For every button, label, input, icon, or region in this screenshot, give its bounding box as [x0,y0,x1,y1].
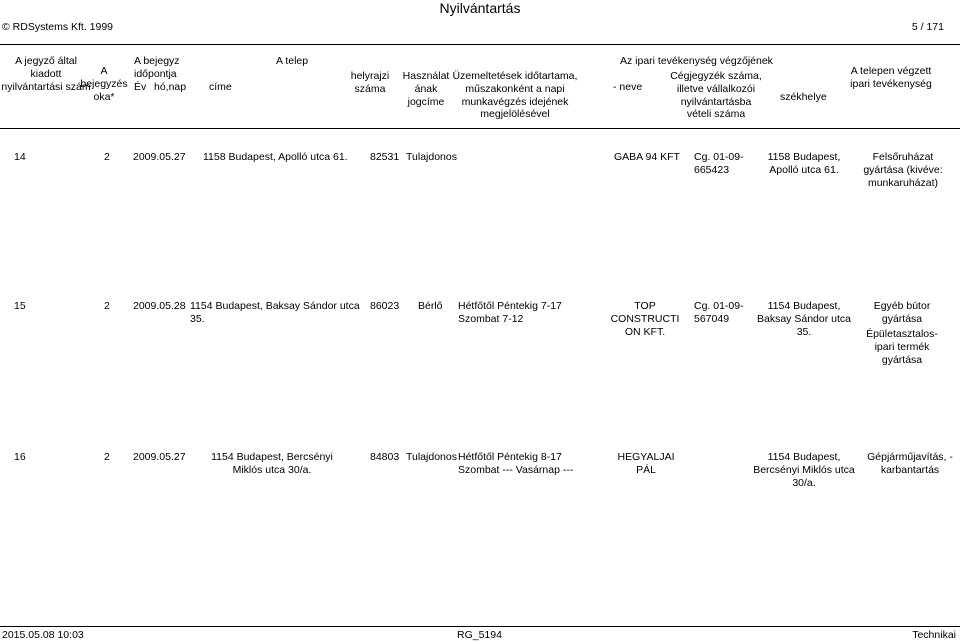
copyright-text: © RDSystems Kft. 1999 [2,21,114,33]
row-name: HEGYALJAI PÁL [617,451,675,476]
header-bottom-line [0,128,960,129]
row-address: 1154 Budapest, Bercsényi Miklós utca 30/a. [211,451,333,476]
row-company-reg: Cg. 01-09-567049 [694,300,744,325]
page-number: 5 / 171 [911,21,944,33]
header-reg-number: A jegyző által kiadott nyilvántartási szám [1,55,91,93]
row-parcel: 86023 [370,300,400,312]
header-reg-date-group: A bejegyz időpontja [134,55,180,80]
row-address: 1158 Budapest, Apolló utca 61. [203,151,348,163]
footer-label: Technikai [912,629,956,641]
header-hours: Üzemeltetések időtartama, műszakonként a napi munkavégzés idejének megjelölésével [452,70,578,121]
header-activity: A telepen végzett ipari tevékenység [850,65,932,90]
row-activity-secondary: Épületasztalos-ipari termék gyártása [866,328,938,366]
row-number: 16 [14,451,26,463]
row-hours: Hétfőtől Péntekig 7-17 Szombat 7-12 [458,300,562,325]
header-operator-group: Az ipari tevékenység végzőjének [620,55,773,67]
row-number: 14 [14,151,26,163]
row-method: 2 [104,451,110,463]
header-address: címe [209,81,232,93]
row-number: 15 [14,300,26,312]
footer-timestamp: 2015.05.08 10:03 [2,629,84,641]
row-activity: Egyéb bútor gyártása [873,300,931,325]
header-company-reg: Cégjegyzék száma, illetve vállalkozói nyilvántartásba vételi száma [670,70,762,121]
header-usage: Használat ának jogcíme [402,70,450,108]
row-seat: 1154 Budapest, Bercsényi Miklós utca 30/a. [753,451,855,489]
footer-line [0,626,960,627]
row-method: 2 [104,151,110,163]
row-seat: 1158 Budapest, Apolló utca 61. [767,151,841,176]
row-date: 2009.05.28 [133,300,186,312]
row-address: 1154 Budapest, Baksay Sándor utca 35. [190,300,360,325]
header-year: Év [134,81,147,93]
row-name: GABA 94 KFT [614,151,680,163]
row-name: TOP CONSTRUCTI ON KFT. [610,300,680,338]
row-method: 2 [104,300,110,312]
footer-report-code: RG_5194 [457,629,502,641]
header-top-line [0,44,960,45]
row-date: 2009.05.27 [133,451,186,463]
row-activity: Gépjárműjavítás, -karbantartás [867,451,953,476]
row-usage: Bérlő [418,300,443,312]
row-usage: Tulajdonos [406,151,457,163]
header-parcel: helyrajzi száma [350,70,390,95]
row-parcel: 82531 [370,151,400,163]
row-seat: 1154 Budapest, Baksay Sándor utca 35. [757,300,851,338]
header-name: - neve [613,81,643,93]
row-company-reg: Cg. 01-09-665423 [694,151,744,176]
row-activity: Felsőruházat gyártása (kivéve: munkaruházat) [863,151,943,189]
header-monthday: hó,nap [154,81,187,93]
row-parcel: 84803 [370,451,400,463]
header-reg-method: A bejegyzés oka* [80,65,128,103]
header-site-group: A telep [276,55,309,67]
row-usage: Tulajdonos [406,451,457,463]
row-hours: Hétfőtől Péntekig 8-17 Szombat --- Vasárnap --- [458,451,574,476]
row-date: 2009.05.27 [133,151,186,163]
header-seat: székhelye [780,91,827,103]
document-title: Nyilvántartás [439,0,521,16]
